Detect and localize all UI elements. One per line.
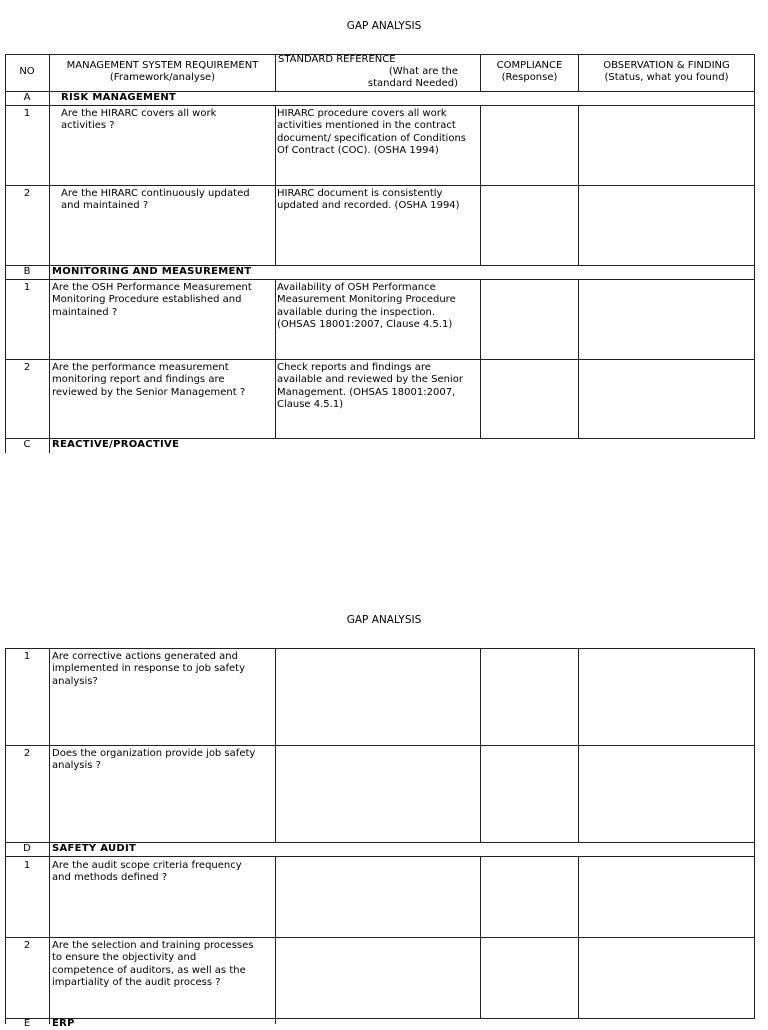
rule: [5, 937, 755, 938]
header-observation: OBSERVATION & FINDING (Status, what you found): [603, 60, 730, 84]
rule: [754, 648, 755, 1018]
rule: [480, 279, 481, 438]
row-number: 2: [23, 748, 31, 759]
rule: [578, 105, 579, 265]
section-title: MONITORING AND MEASUREMENT: [52, 266, 252, 277]
requirement-text: Are the HIRARC continuously updated and maintained ?: [61, 188, 250, 212]
rule: [275, 856, 276, 1024]
reference-text: HIRARC procedure covers all work activities mentioned in the contract document/ specification of Conditions Of Contract (COC). (OSHA 1994): [277, 108, 466, 157]
rule: [275, 648, 276, 842]
row-number: 1: [23, 651, 31, 662]
requirement-text: Does the organization provide job safety analysis ?: [52, 748, 256, 772]
reference-text: Check reports and findings are available and reviewed by the Senior Management. (OHSAS 18001:2007, Clause 4.5.1): [277, 362, 463, 411]
section-title: REACTIVE/PROACTIVE: [52, 439, 180, 450]
page-title: GAP ANALYSIS: [346, 20, 422, 32]
row-number: 1: [23, 860, 31, 871]
rule: [480, 105, 481, 265]
reference-text: Availability of OSH Performance Measurement Monitoring Procedure available during the inspection. (OHSAS 18001:2007, Clause 4.5.1): [277, 282, 456, 331]
rule: [275, 105, 276, 265]
rule: [49, 54, 50, 453]
row-number: 2: [23, 362, 31, 373]
rule: [5, 648, 6, 1024]
section-letter: A: [23, 92, 31, 103]
requirement-text: Are the HIRARC covers all work activities ?: [61, 108, 217, 132]
rule: [5, 185, 755, 186]
page-title: GAP ANALYSIS: [346, 614, 422, 626]
row-number: 2: [23, 188, 31, 199]
section-title: ERP: [52, 1018, 75, 1029]
rule: [578, 856, 579, 1018]
rule: [578, 648, 579, 842]
requirement-text: Are the audit scope criteria frequency and methods defined ?: [52, 860, 242, 884]
requirement-text: Are corrective actions generated and implemented in response to job safety analysis?: [52, 651, 246, 687]
requirement-text: Are the selection and training processes to ensure the objectivity and competence of auditors, as well as the impartiality of the audit process ?: [52, 940, 254, 989]
reference-text: HIRARC document is consistently updated and recorded. (OSHA 1994): [277, 188, 460, 212]
row-number: 1: [23, 108, 31, 119]
header-no: NO: [19, 66, 35, 77]
rule: [480, 648, 481, 842]
rule: [5, 359, 755, 360]
row-number: 2: [23, 940, 31, 951]
rule: [5, 279, 755, 280]
rule: [275, 54, 276, 91]
rule: [5, 648, 755, 649]
rule: [480, 856, 481, 1018]
row-number: 1: [23, 282, 31, 293]
requirement-text: Are the OSH Performance Measurement Monitoring Procedure established and maintained ?: [52, 282, 252, 318]
header-reference-bottom: (What are the standard Needed): [367, 66, 458, 90]
rule: [5, 105, 755, 106]
rule: [49, 648, 50, 1024]
rule: [5, 1018, 755, 1019]
header-compliance: COMPLIANCE (Response): [496, 60, 563, 84]
section-letter: D: [23, 843, 31, 854]
header-requirement: MANAGEMENT SYSTEM REQUIREMENT (Framework/analyse): [66, 60, 259, 84]
rule: [578, 279, 579, 438]
section-letter: E: [23, 1018, 31, 1029]
section-title: SAFETY AUDIT: [52, 843, 137, 854]
header-reference-top: STANDARD REFERENCE: [278, 54, 396, 65]
rule: [275, 279, 276, 438]
section-letter: C: [23, 439, 31, 450]
rule: [5, 856, 755, 857]
requirement-text: Are the performance measurement monitoring report and findings are reviewed by the Senior Management ?: [52, 362, 246, 398]
rule: [5, 745, 755, 746]
section-title: RISK MANAGEMENT: [61, 92, 177, 103]
section-letter: B: [23, 266, 31, 277]
rule: [754, 54, 755, 438]
